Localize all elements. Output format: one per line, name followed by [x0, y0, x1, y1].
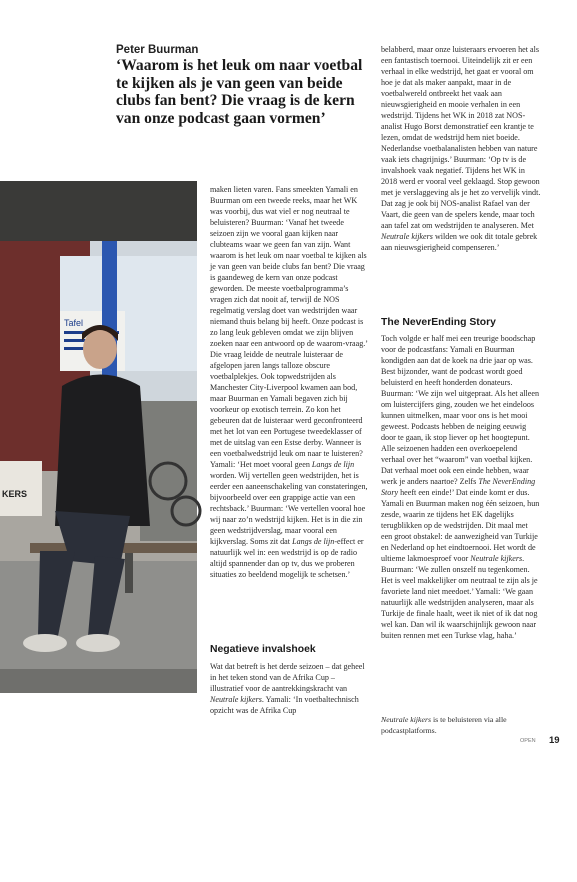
column2-paragraph-1: belabberd, maar onze luisteraars ervoeren het als een fantastisch toernooi. Uiteindelijk zit er een verhaal in elke wedstrijd, het gaat er vooral om hoe je dat als maker aanpakt, maar in de voetbalwereld ontbreekt het vaak aan nieuwsgierigheid en mooie verhalen in een wedstrijd. Tijdens het WK in 2018 zat NOS-analist Hugo Borst demonstratief een krantje te lezen, omdat de wedstrijd hem niet boeide. Nederlandse voetbalanalisten hebben van nature vaak iets chagrijnigs.’ Buurman: ‘Op tv is de invalshoek vaak negatief. Tijdens het WK in 2018 werd er vooral veel geklaagd. Stop gewoon met je verslaggeving als je het zo vervelijk vindt. Dat zag je ook bij NOS-analist Rafael van der Vaart, die geen van de spelers kende, maar toch aan tafel zat om wedstrijden te analyseren. Met Neutrale kijkers wilden we ook dit totale gebrek aan nieuwsgierigheid compenseren.’	[381, 45, 541, 252]
body-column-2	[381, 44, 541, 735]
photo-illustration	[0, 181, 197, 693]
subheading-negatieve-invalshoek: Negatieve invalshoek	[210, 644, 316, 655]
poster-text: KERS	[2, 489, 28, 499]
pull-quote-name: Peter Buurman	[116, 44, 199, 56]
column2-paragraph-2: Toch volgde er half mei een treurige boodschap voor de podcastfans: Yamali en Buurman kondigden aan dat de koek na drie jaar op was. Best bijzonder, want de podcast wordt goed beluisterd en heeft honderden donateurs. Buurman: ‘We zijn wel uitgepraat. Als het alleen om luistercijfers ging, zouden we het eindeloos kunnen uitmelken, maar voor ons is het mooi geweest. Podcasts hebben de neiging eeuwig door te gaan, ik stop liever op het hoogtepunt. Alle seizoenen hadden een overkoepelend verhaal over het “waarom” van voetbal kijken. Dat verhaal moet ook een einde hebben, waar werk je anders naartoe? Zelfs The NeverEnding Story heeft een einde!’ Dat einde komt er dus. Yamali en Buurman maken nog één seizoen, hun zesde, waarin ze tijdens het EK dagelijks terugblikken op de wedstrijden. Dit maal met een groot obstakel: de aanwezigheid van Turkije en Nederland op het eindtoernooi. Het wordt de ultieme lakmoesproef voor Neutrale kijkers. Buurman: ‘We zullen onszelf nu tegenkomen. Het is veel makkelijker om neutraal te zijn als je favoriete land niet meedoet.’ Yamali: ‘We gaan natuurlijk alle wedstrijden analyseren, maar als Turkije de finale haalt, weet ik niet of ik dat nog wel kan. Dan wil ik waarschijnlijk gewoon naar buiten rennen met een Turkse vlag, haha.’	[381, 334, 540, 640]
interview-photo	[0, 181, 197, 882]
page-number: 19	[549, 735, 560, 746]
footer-mark: OPEN	[520, 738, 536, 744]
caption-rest: (l) en Yordi Yamali (r)	[99, 873, 169, 882]
column1-paragraph-1: maken lieten varen. Fans smeekten Yamali en Buurman om een tweede reeks, maar het WK was voorbij, dus wat viel er nog neutraal te beluisteren? Buurman: ‘Vanaf het tweede seizoen zijn we vooral gaan kijken naar clubteams waar we geen fan van zijn. Want waarom is het leuk om naar voetbal te kijken als je van geen van beide clubs fan bent? Die vraag is gaandeweg de kern van onze podcast geworden. De meeste voetbalprogramma’s vragen zich dat nooit af, terwijl de NOS regelmatig verslag doet van wedstrijden waar niemand thuis belang bij heeft. Onze podcast is zo lang leuk gebleven omdat we zijn blijven zoeken naar een antwoord op de waarom-vraag.’ Die vraag leidde de neutrale luisteraar de afgelopen jaren langs talloze obscure voetbalplekjes. Ook topwedstrijden als Manchester City-Liverpool kwamen aan bod, maar Buurman en Yamali begaven zich bij voorkeur op exotisch terrein. Zo kon het gebeuren dat de luisteraar werd geconfronteerd met het lot van een Portugese tweedeklasser of met de uitslag van een Estse derby. Wanneer is een voetbalwedstrijd leuk om naar te luisteren? Yamali: ‘Het moet vooral geen Langs de lijn worden. Wij vertellen geen wedstrijden, het is eerder een aaneenschakeling van constateringen, bijvoorbeeld over een grappige actie van een rechtsback.’ Buurman: ‘We vertellen vooral hoe wij naar zo’n wedstrijd kijken. Het is in die zin geen wedstrijdverslag, maar vooral een kijkverslag. Soms zit dat Langs de lijn-effect er natuurlijk wel in: een wedstrijd is op de radio altijd spannender dan op tv, dus we proberen situaties zo beeldend mogelijk te schetsen.’	[210, 185, 368, 579]
podcast-note: Neutrale kijkers is te beluisteren via alle podcastplatforms.	[381, 715, 507, 735]
person-sweater	[55, 375, 150, 527]
station-sign-text: Tafel	[64, 318, 84, 328]
photo-caption	[48, 873, 168, 882]
sneaker-right	[76, 634, 120, 652]
person-head	[83, 329, 117, 369]
caption-names: Peter Buurman	[48, 873, 100, 882]
body-column-1	[210, 184, 370, 715]
subheading-neverending-story: The NeverEnding Story	[381, 317, 496, 328]
column1-paragraph-2: Wat dat betreft is het derde seizoen – dat geheel in het teken stond van de Afrika Cup – illustratief voor de aantrekkingskracht van Neutrale kijkers. Yamali: ‘In voetbaltechnisch opzicht was de Afrika Cup	[210, 662, 365, 715]
pull-quote	[116, 44, 366, 127]
pull-quote-text: ‘Waarom is het leuk om naar voetbal te kijken als je van geen van beide clubs fan bent? Die vraag is de kern van onze podcast gaan vormen’	[116, 57, 363, 127]
sneaker-left	[23, 634, 67, 652]
